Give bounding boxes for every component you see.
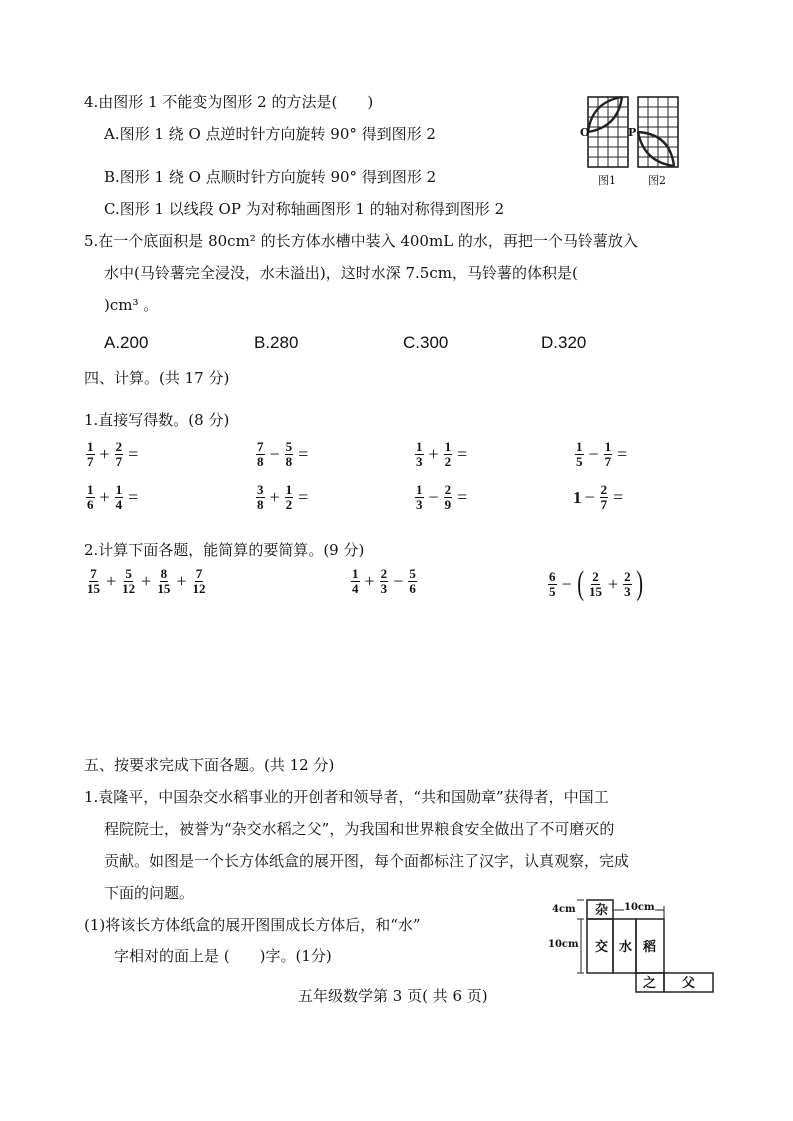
- fraction: [285, 440, 294, 469]
- q4-2-title: 2.计算下面各题，能简算的要简算。(9 分): [84, 541, 365, 559]
- net-dim-4cm: 4cm: [552, 904, 576, 915]
- denominator: 5: [576, 454, 583, 469]
- operator: −: [269, 444, 280, 464]
- net-label-za: 杂: [595, 903, 609, 918]
- denominator: 8: [285, 454, 293, 469]
- equals-sign: =: [613, 487, 624, 507]
- q4-stem: 4.由图形 1 不能变为图形 2 的方法是( ): [84, 93, 374, 111]
- denominator: 7: [600, 497, 608, 512]
- denominator: 3: [624, 583, 631, 599]
- denominator: 6: [87, 497, 94, 512]
- numerator: 1: [285, 482, 293, 497]
- equals-sign: =: [617, 444, 628, 464]
- numerator: 1: [87, 482, 94, 497]
- numerator: 6: [549, 568, 556, 584]
- left-paren: (: [576, 565, 584, 602]
- operator: −: [428, 487, 439, 507]
- operator: +: [269, 487, 280, 507]
- q4-option-a: A.图形 1 绕 O 点逆时针方向旋转 90° 得到图形 2: [104, 125, 436, 143]
- operator: +: [99, 487, 110, 507]
- q4-option-b: B.图形 1 绕 O 点顺时针方向旋转 90° 得到图形 2: [104, 168, 437, 186]
- calc-expression-1: [84, 567, 208, 596]
- numerator: 7: [257, 439, 264, 454]
- mental-math-item: [254, 483, 311, 512]
- numerator: 8: [160, 566, 168, 581]
- figure-2-grid: [638, 97, 678, 167]
- s5-sub1-line-2: 字相对的面上是 ( )字。(1分): [114, 947, 332, 965]
- section-4-title: 四、计算。(共 17 分): [84, 369, 230, 387]
- denominator: 3: [380, 581, 388, 596]
- equals-sign: =: [298, 444, 309, 464]
- denominator: 15: [157, 581, 171, 596]
- section-5-title: 五、按要求完成下面各题。(共 12 分): [84, 756, 335, 774]
- equals-sign: =: [128, 487, 139, 507]
- denominator: 2: [285, 497, 293, 512]
- mental-math-item: [573, 483, 626, 512]
- net-dim-10cm-top: 10cm: [624, 898, 655, 918]
- denominator: 3: [416, 454, 423, 469]
- numerator: 2: [444, 482, 452, 497]
- calc-expression-3: [546, 567, 645, 601]
- operator: −: [588, 444, 599, 464]
- operator: −: [393, 571, 404, 591]
- numerator: 2: [624, 568, 631, 584]
- denominator: 7: [115, 454, 123, 469]
- q5-option-b: B.280: [254, 333, 299, 352]
- net-label-fu: 父: [682, 976, 696, 991]
- denominator: 15: [87, 581, 100, 596]
- numerator: 2: [592, 568, 599, 584]
- operator: +: [428, 444, 439, 464]
- fraction: [444, 483, 453, 512]
- fraction: [444, 440, 453, 469]
- numerator: 5: [285, 439, 293, 454]
- numerator: 2: [600, 482, 608, 497]
- fraction: [191, 567, 206, 596]
- numerator: 1: [115, 482, 123, 497]
- denominator: 3: [416, 497, 423, 512]
- q5-line-1: 5.在一个底面积是 80cm² 的长方体水槽中装入 400mL 的水，再把一个马铃薯放入: [84, 232, 638, 250]
- fraction: [415, 483, 424, 512]
- net-label-zhi: 之: [643, 976, 657, 991]
- fraction: [115, 440, 124, 469]
- s5-paragraph-line-4: 下面的问题。: [104, 884, 195, 902]
- fraction: [415, 440, 424, 469]
- fraction: [623, 570, 632, 599]
- s5-sub1-line-1: (1)将该长方体纸盒的展开图围成长方体后，和“水”: [84, 916, 421, 934]
- mental-math-item: [413, 483, 470, 512]
- fraction: [256, 440, 265, 469]
- denominator: 8: [257, 454, 264, 469]
- page-footer: 五年级数学第 3 页( 共 6 页): [298, 987, 488, 1005]
- denominator: 6: [409, 581, 416, 596]
- operator: −: [561, 573, 572, 594]
- numerator: 1: [416, 439, 423, 454]
- denominator: 12: [192, 581, 206, 596]
- equals-sign: =: [128, 444, 139, 464]
- equals-sign: =: [457, 444, 468, 464]
- numerator: 1: [444, 439, 452, 454]
- net-label-shui: 水: [619, 940, 633, 955]
- fraction: [588, 570, 603, 599]
- numerator: 5: [125, 566, 132, 581]
- equals-sign: =: [457, 487, 468, 507]
- label-p: P: [628, 126, 637, 139]
- fraction: [86, 483, 95, 512]
- fraction: [600, 483, 609, 512]
- fraction: [121, 567, 136, 596]
- denominator: 15: [588, 583, 602, 599]
- q5-option-d: D.320: [541, 333, 587, 352]
- numerator: 1: [87, 439, 94, 454]
- fraction: [156, 567, 171, 596]
- numerator: 1: [352, 566, 359, 581]
- operator: +: [364, 571, 375, 591]
- operator: +: [99, 444, 110, 464]
- mental-math-item: [84, 440, 141, 469]
- net-label-jiao: 交: [595, 940, 609, 955]
- denominator: 4: [115, 497, 123, 512]
- fraction: [86, 440, 95, 469]
- numerator: 7: [195, 566, 203, 581]
- fraction: [86, 567, 101, 596]
- fraction: [256, 483, 265, 512]
- caption-figure-2: 图2: [648, 174, 666, 187]
- denominator: 12: [122, 581, 136, 596]
- operator: +: [106, 571, 117, 591]
- net-label-dao: 稻: [643, 940, 657, 955]
- q4-option-c: C.图形 1 以线段 OP 为对称轴画图形 1 的轴对称得到图形 2: [104, 200, 505, 218]
- q5-line-2: 水中(马铃薯完全浸没，水未溢出)，这时水深 7.5cm，马铃薯的体积是(: [104, 264, 578, 282]
- s5-paragraph-line-2: 程院院士，被誉为“杂交水稻之父”，为我国和世界粮食安全做出了不可磨灭的: [104, 820, 615, 838]
- caption-figure-1: 图1: [598, 174, 616, 187]
- q5-option-c: C.300: [403, 333, 449, 352]
- whole-number: 1: [573, 487, 582, 507]
- operator: +: [176, 571, 187, 591]
- operator: −: [584, 487, 595, 507]
- denominator: 5: [549, 583, 556, 599]
- calc-expression-2: [349, 567, 419, 596]
- s5-paragraph-line-1: 1.袁隆平，中国杂交水稻事业的开创者和领导者，“共和国勋章”获得者，中国工: [84, 788, 609, 806]
- fraction: [380, 567, 389, 596]
- numerator: 1: [576, 439, 583, 454]
- operator: +: [141, 571, 152, 591]
- numerator: 5: [409, 566, 416, 581]
- denominator: 4: [352, 581, 359, 596]
- mental-math-item: [413, 440, 470, 469]
- net-dim-10cm-left: 10cm: [548, 935, 579, 955]
- mental-math-item: [573, 440, 630, 469]
- numerator: 3: [257, 482, 264, 497]
- fraction: [285, 483, 294, 512]
- numerator: 1: [604, 439, 612, 454]
- fraction: [575, 440, 584, 469]
- figure-1-grid: [588, 97, 628, 167]
- operator: +: [607, 573, 619, 594]
- numerator: 7: [90, 566, 97, 581]
- mental-math-item: [84, 483, 141, 512]
- mental-math-item: [254, 440, 311, 469]
- fraction: [351, 567, 360, 596]
- fraction: [115, 483, 124, 512]
- denominator: 9: [444, 497, 452, 512]
- fraction: [604, 440, 613, 469]
- s5-paragraph-line-3: 贡献。如图是一个长方体纸盒的展开图，每个面都标注了汉字，认真观察，完成: [104, 852, 630, 870]
- q4-1-title: 1.直接写得数。(8 分): [84, 411, 230, 429]
- equals-sign: =: [298, 487, 309, 507]
- numerator: 2: [380, 566, 388, 581]
- numerator: 2: [115, 439, 123, 454]
- denominator: 2: [444, 454, 452, 469]
- denominator: 7: [87, 454, 94, 469]
- numerator: 1: [416, 482, 423, 497]
- right-paren: ): [635, 565, 643, 602]
- fraction: [548, 570, 557, 599]
- q5-option-a: A.200: [104, 333, 149, 352]
- q5-line-3: )cm³ 。: [104, 296, 159, 314]
- denominator: 7: [604, 454, 612, 469]
- fraction: [408, 567, 417, 596]
- label-o: O: [580, 126, 590, 139]
- denominator: 8: [257, 497, 264, 512]
